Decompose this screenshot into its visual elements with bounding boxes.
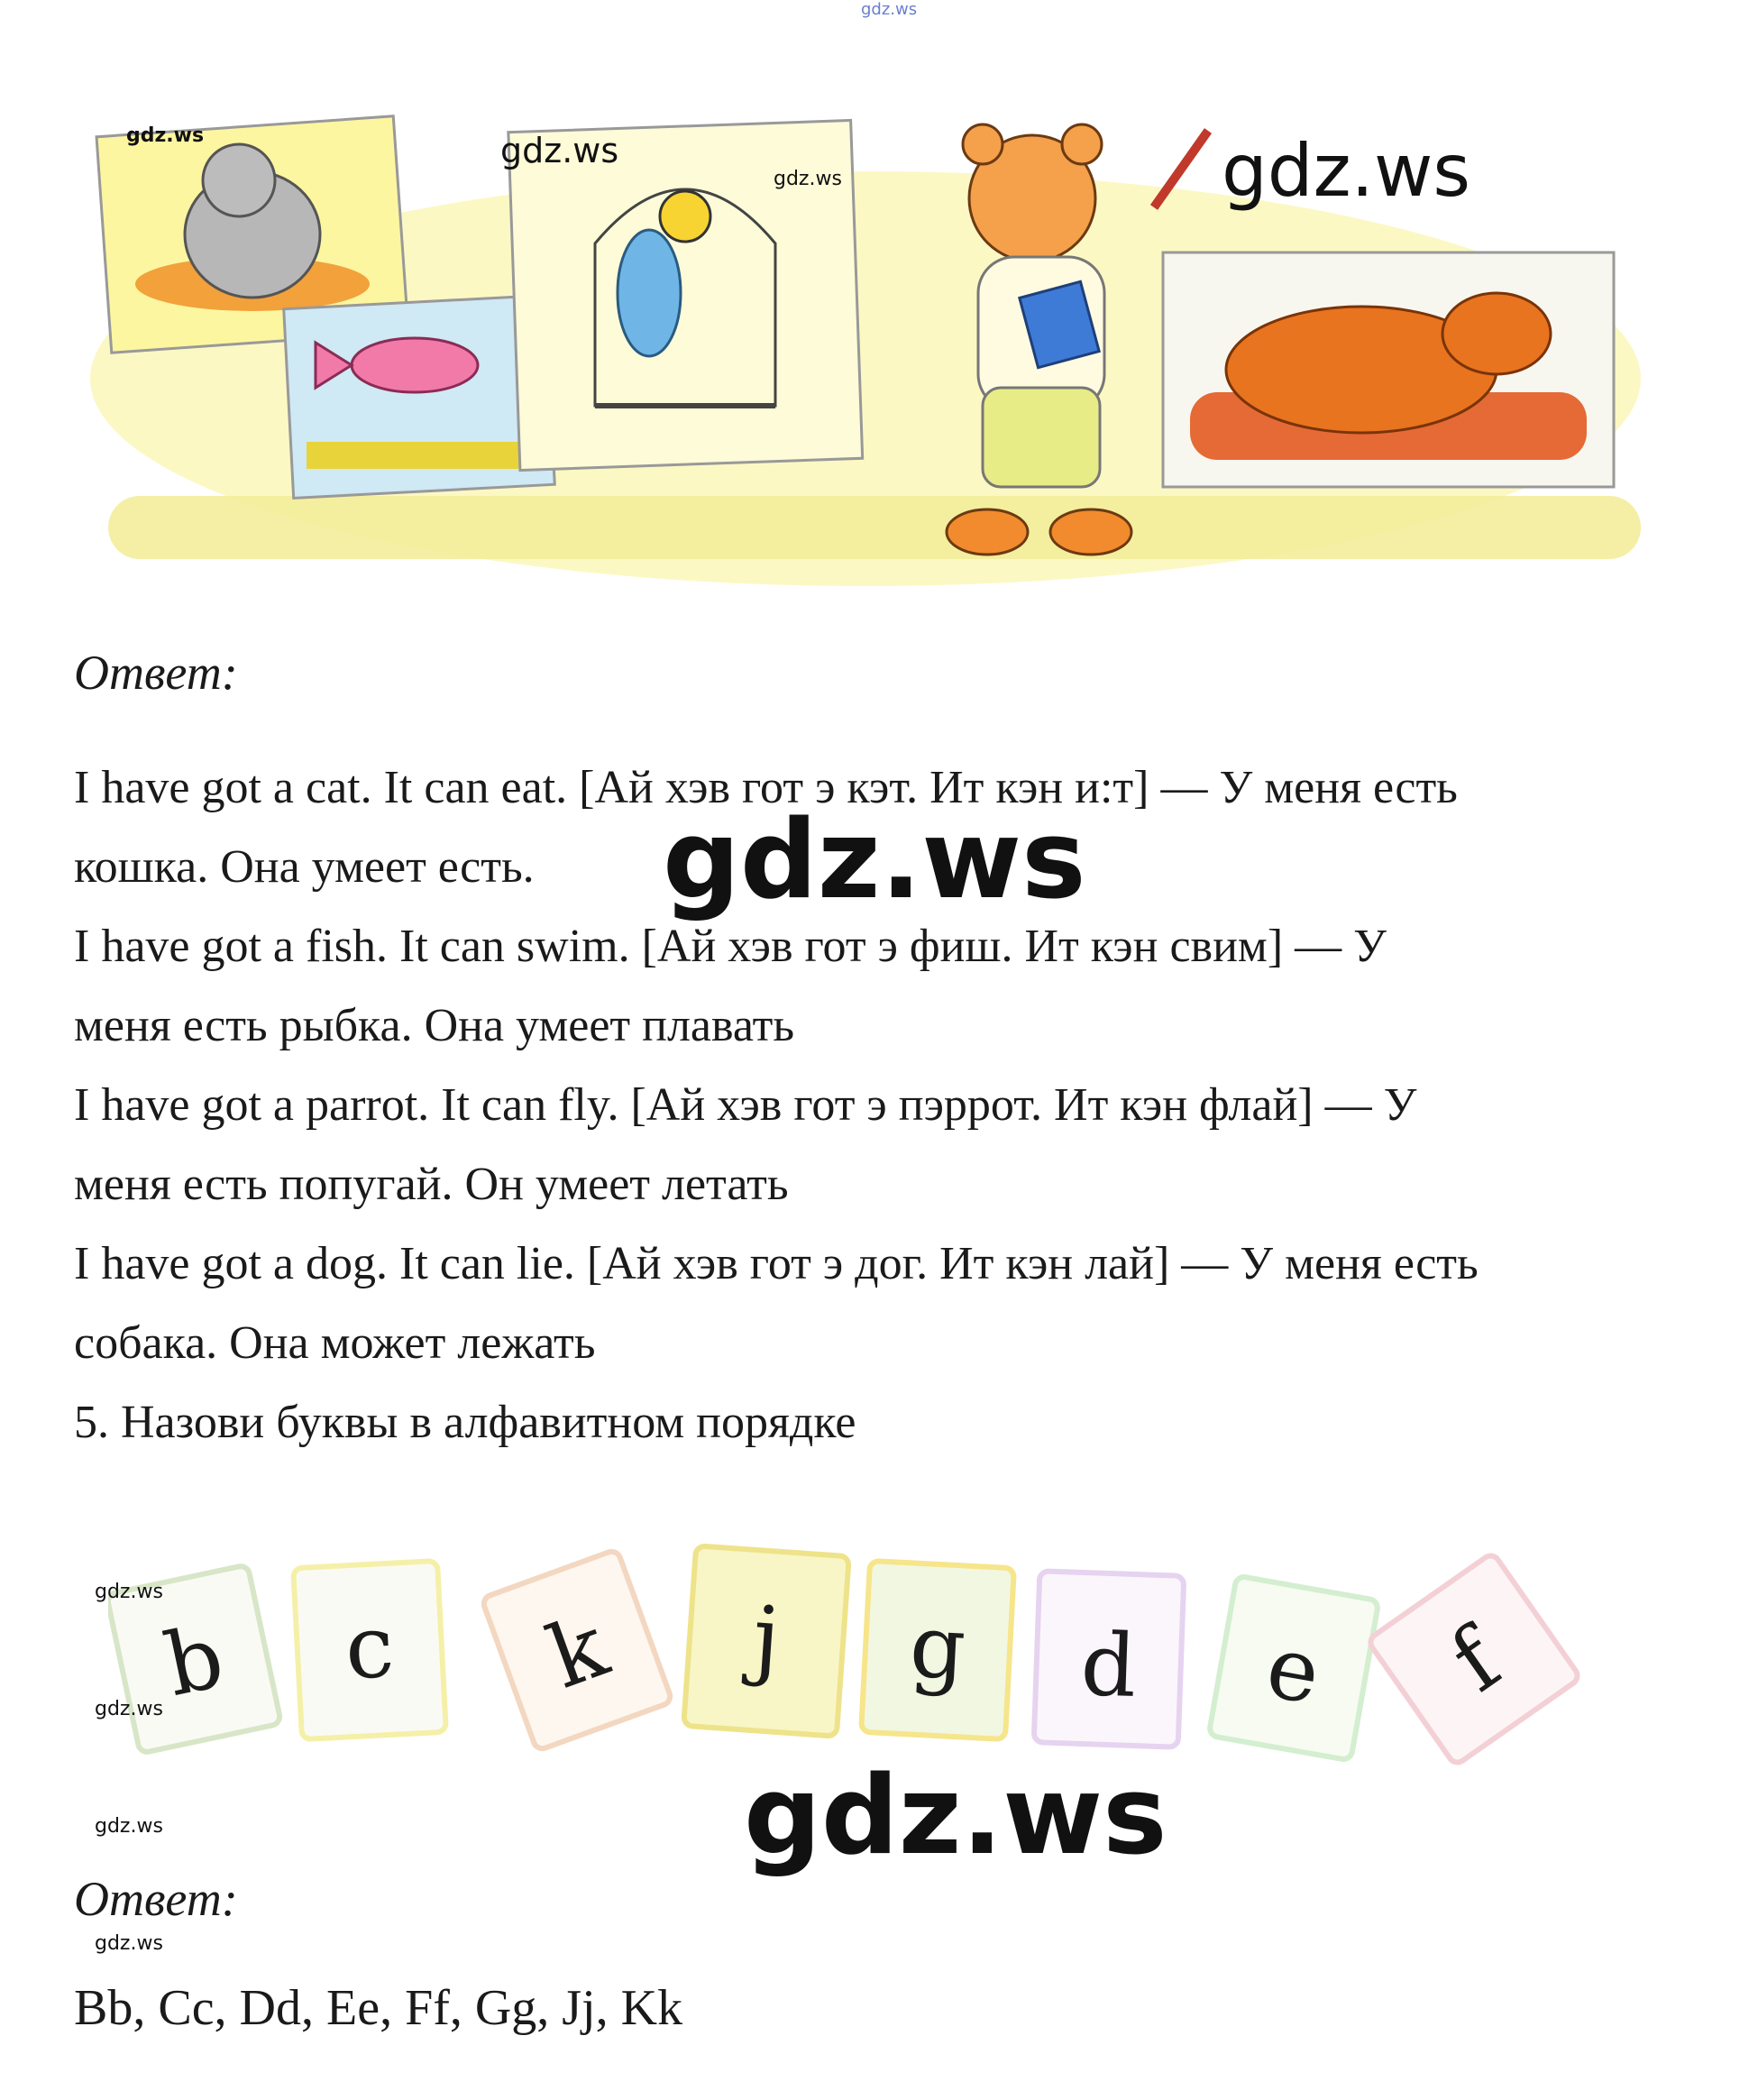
answer-line: I have got a cat. It can eat. [Ай хэв гот э кэт. Ит кэн и:т] — У меня есть [74, 762, 1458, 813]
watermark-text: gdz.ws [663, 798, 1086, 923]
letter-card-c: c [343, 1595, 397, 1700]
answer-line: меня есть попугай. Он умеет летать [74, 1159, 789, 1210]
watermark-side-1: gdz.ws [95, 1581, 163, 1603]
watermark-side-4: gdz.ws [95, 1932, 163, 1955]
letter-card-g: g [907, 1595, 968, 1700]
answer-line: I have got a parrot. It can fly. [Ай хэв гот э пэррот. Ит кэн флай] — У [74, 1079, 1417, 1131]
letter-card-e: e [1259, 1615, 1328, 1725]
watermark-cat: gdz.ws [126, 124, 205, 147]
answer-line: I have got a dog. It can lie. [Ай хэв гот э дог. Ит кэн лай] — У меня есть [74, 1238, 1479, 1289]
answer-text-2: Bb, Cc, Dd, Ee, Ff, Gg, Jj, Kk [74, 1980, 683, 2036]
answer-label-1: Ответ: [74, 646, 238, 700]
letter-card-f: f [1433, 1609, 1517, 1711]
watermark-side-2: gdz.ws [95, 1698, 163, 1720]
answer-line: кошка. Она умеет есть. [74, 841, 535, 893]
letter-card-k: k [536, 1595, 620, 1709]
watermark-bear: gdz.ws [1222, 129, 1471, 213]
answer-line: собака. Она может лежать [74, 1317, 596, 1369]
letter-card-d: d [1079, 1613, 1139, 1718]
watermark-parrot: gdz.ws [500, 131, 619, 170]
watermark-top: gdz.ws [861, 0, 918, 19]
answer-line: меня есть рыбка. Она умеет плавать [74, 1000, 795, 1051]
watermark-side-3: gdz.ws [95, 1815, 163, 1838]
watermark-cage: gdz.ws [774, 168, 842, 190]
letter-card-j: j [749, 1587, 783, 1690]
answer-line: I have got a fish. It can swim. [Ай хэв гот э фиш. Ит кэн свим] — У [74, 921, 1387, 972]
exercise-heading: 5. Назови буквы в алфавитном порядке [74, 1397, 856, 1448]
dog-picture [1163, 252, 1614, 487]
letter-card-b: b [156, 1605, 233, 1717]
answer-label-2: Ответ: [74, 1872, 238, 1926]
watermark-letters: gdz.ws [744, 1754, 1167, 1879]
